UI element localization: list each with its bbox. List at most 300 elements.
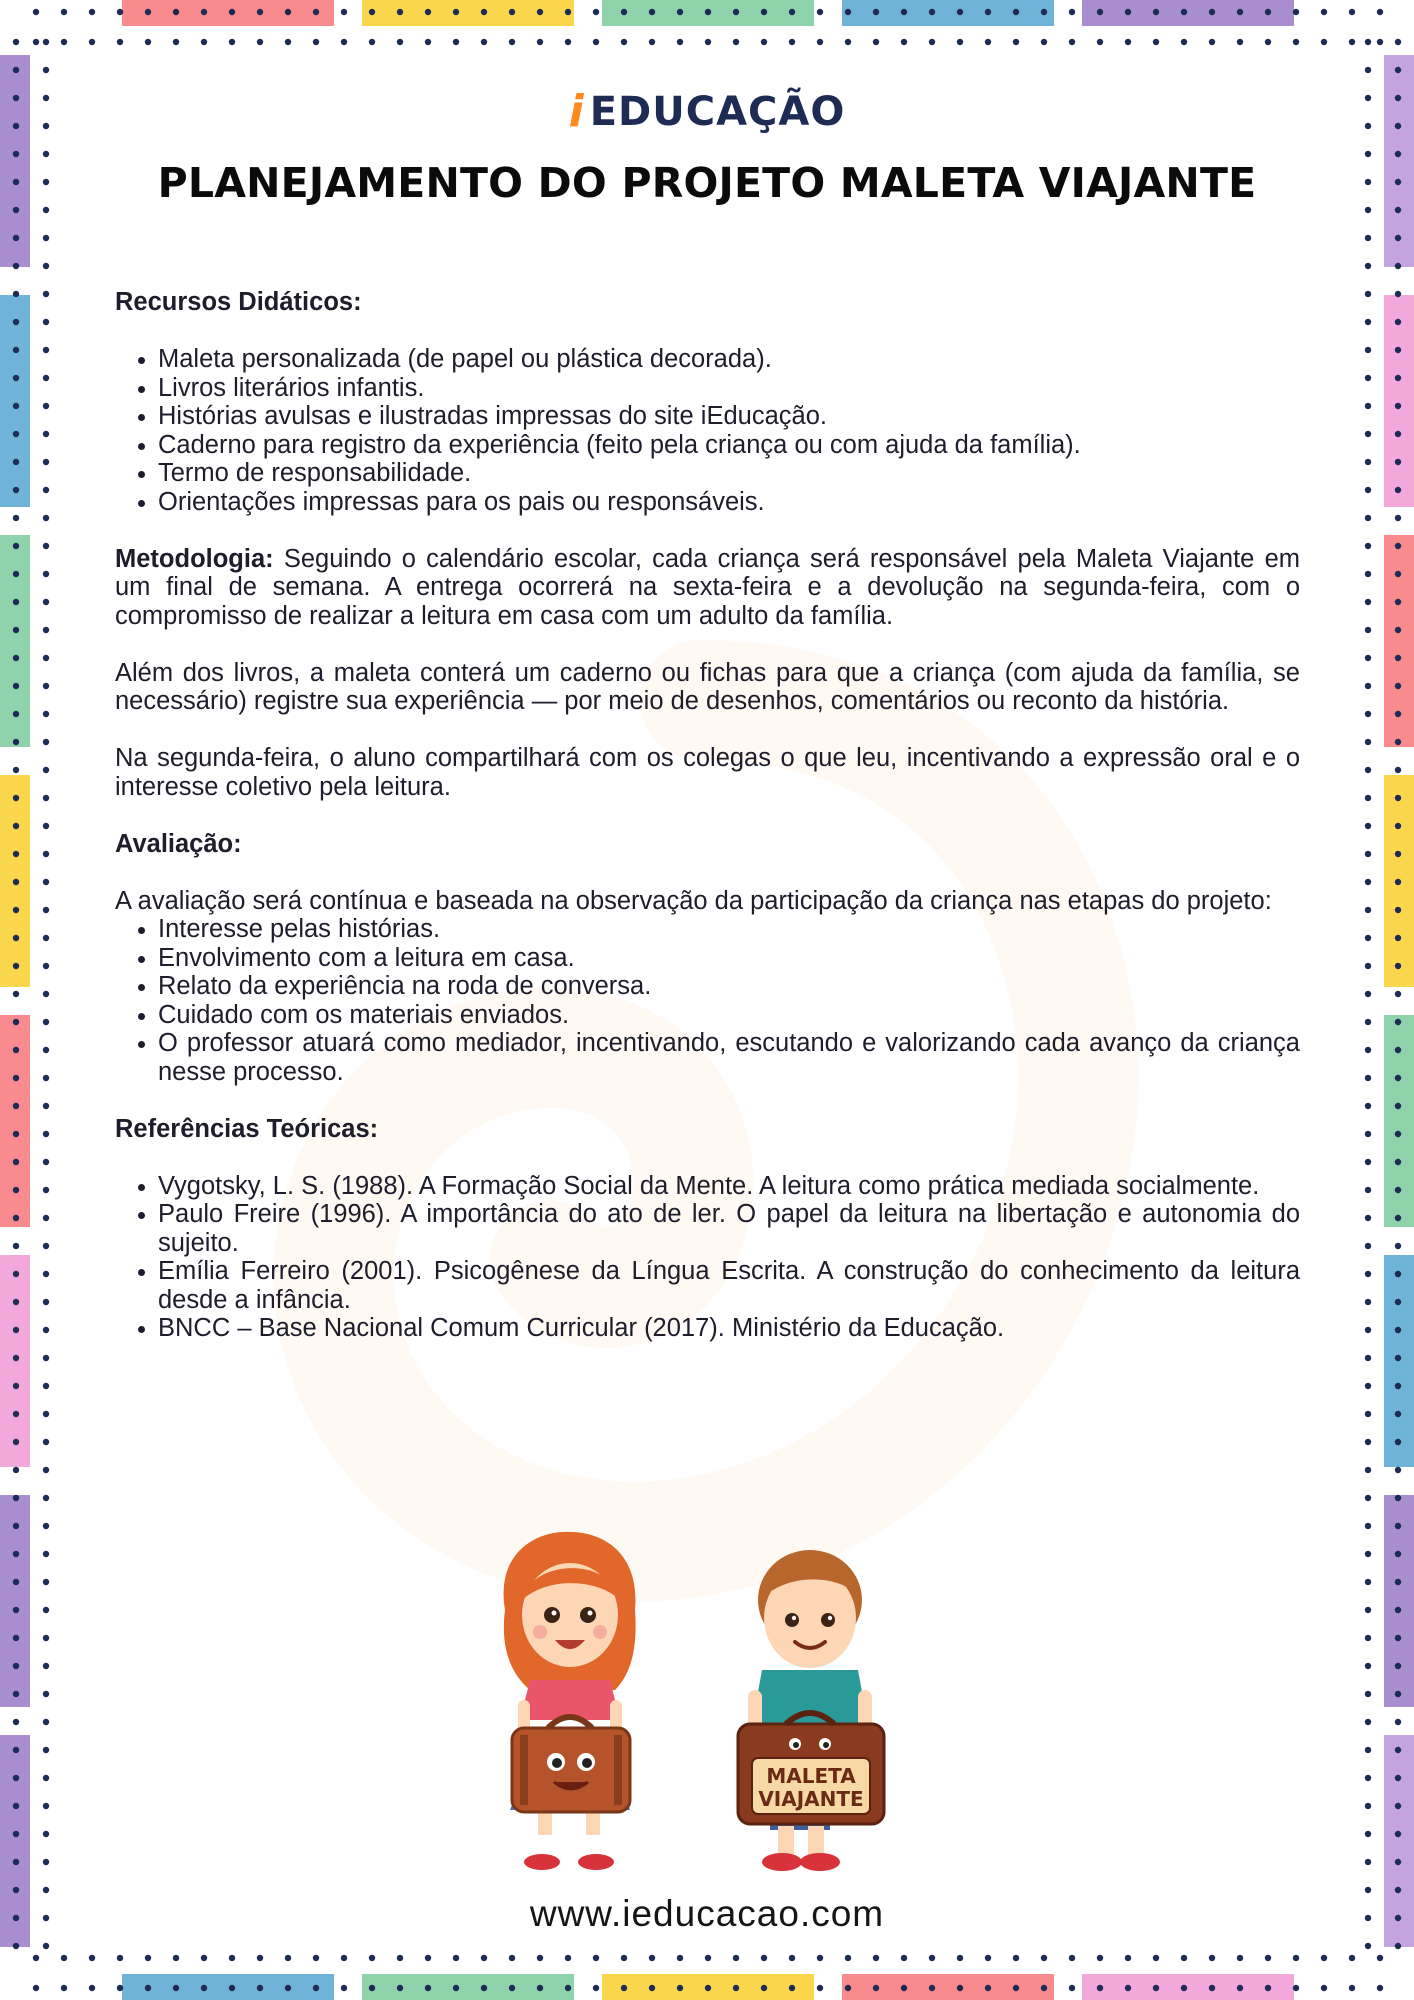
border-dot [313,1985,319,1991]
border-dot [1395,39,1401,45]
border-dot [43,1355,49,1361]
border-dot [1395,767,1401,773]
border-dot [43,571,49,577]
border-dot [1041,1955,1047,1961]
border-dot [789,39,795,45]
metodologia-paragraph-3: Na segunda-feira, o aluno compartilhará com os colegas o que leu, incentivando a expressão oral e o interesse coletivo pela leitura. [115,744,1300,801]
border-dot [1395,207,1401,213]
border-dot [1293,1955,1299,1961]
avaliacao-heading: Avaliação: [115,829,242,858]
border-dot [1377,39,1383,45]
border-dot [789,9,795,15]
border-dot [1237,39,1243,45]
border-dot [1395,1663,1401,1669]
border-dot [43,991,49,997]
border-dot [43,711,49,717]
border-dot [397,1955,403,1961]
brand-logo [569,86,846,137]
border-dot [43,1831,49,1837]
border-dot [1153,1985,1159,1991]
border-dot [13,1579,19,1585]
border-dot [43,907,49,913]
border-dot [33,1955,39,1961]
page-header [0,86,1414,207]
border-dot [13,263,19,269]
border-dot [1293,1985,1299,1991]
border-dot [13,375,19,381]
border-dot [43,543,49,549]
border-dot [1395,459,1401,465]
border-tab [362,0,574,26]
border-dot [1395,319,1401,325]
border-dot [1125,9,1131,15]
border-dot [1365,1635,1371,1641]
border-tab [842,0,1054,26]
border-dot [1365,543,1371,549]
border-dot [313,1955,319,1961]
border-dot [705,1955,711,1961]
border-dot [1365,1495,1371,1501]
border-dot [817,39,823,45]
border-dot [1395,1159,1401,1165]
border-dot [985,9,991,15]
border-dot [481,1955,487,1961]
border-dot [13,319,19,325]
document-body [115,288,1300,1343]
border-dot [845,9,851,15]
border-dot [1349,39,1355,45]
border-dot [1365,1803,1371,1809]
border-dot [1097,1955,1103,1961]
suitcase-label-line1: MALETA [766,1764,856,1788]
border-dot [1395,263,1401,269]
border-dot [43,1775,49,1781]
boy-figure [738,1550,884,1871]
border-dot [453,1985,459,1991]
border-dot [1365,767,1371,773]
border-dot [957,9,963,15]
border-dot [1395,851,1401,857]
border-dot [1395,1327,1401,1333]
border-dot [341,1985,347,1991]
border-dot [1395,1523,1401,1529]
border-dot [13,1075,19,1081]
border-dot [43,1495,49,1501]
border-dot [1395,1635,1401,1641]
border-tab [0,1495,30,1707]
list-item: • Paulo Freire (1996). A importância do ato de ler. O papel da leitura na libertação e autonomia do sujeito. [158,1200,1300,1257]
border-dot [43,1411,49,1417]
border-dot [985,1985,991,1991]
border-dot [397,9,403,15]
border-dot [593,1955,599,1961]
border-dot [1069,9,1075,15]
border-dot [1365,1719,1371,1725]
border-dot [43,823,49,829]
border-dot [13,907,19,913]
border-dot [733,1985,739,1991]
border-dot [43,879,49,885]
border-dot [593,1985,599,1991]
border-dot [929,39,935,45]
border-dot [1365,1215,1371,1221]
border-dot [13,767,19,773]
border-tab [1082,0,1294,26]
border-dot [13,1019,19,1025]
border-dot [1365,375,1371,381]
border-dot [1395,711,1401,717]
recursos-heading: Recursos Didáticos: [115,288,362,316]
border-dot [481,1985,487,1991]
border-dot [1395,795,1401,801]
list-item: • Livros literários infantis. [158,374,1300,403]
border-dot [817,1985,823,1991]
border-dot [425,9,431,15]
border-dot [1365,1271,1371,1277]
border-dot [43,1859,49,1865]
border-dot [1069,1985,1075,1991]
border-dot [845,1955,851,1961]
border-dot [1265,39,1271,45]
border-dot [1097,9,1103,15]
border-dot [13,1831,19,1837]
border-dot [537,1955,543,1961]
border-dot [901,39,907,45]
border-dot [13,1159,19,1165]
border-dot [13,1607,19,1613]
border-dot [1395,403,1401,409]
border-dot [229,1985,235,1991]
border-dot [13,1691,19,1697]
border-dot [43,291,49,297]
border-dot [1365,1383,1371,1389]
border-dot [43,851,49,857]
border-dot [1395,1607,1401,1613]
border-dot [13,67,19,73]
brand-logo-text: EDUCAÇÃO [589,88,846,135]
border-dot [1395,879,1401,885]
border-dot [13,1187,19,1193]
border-dot [43,1019,49,1025]
border-dot [13,739,19,745]
border-dot [1209,9,1215,15]
border-dot [1395,963,1401,969]
border-dot [229,9,235,15]
border-dot [201,9,207,15]
border-dot [1125,1985,1131,1991]
border-dot [43,1523,49,1529]
border-dot [13,1215,19,1221]
border-dot [13,1327,19,1333]
border-dot [43,431,49,437]
border-dot [957,1955,963,1961]
border-tab [0,295,30,507]
border-dot [1377,1955,1383,1961]
border-dot [649,39,655,45]
border-dot [397,39,403,45]
border-dot [89,1955,95,1961]
border-dot [13,1383,19,1389]
list-item: • Envolvimento com a leitura em casa. [158,944,1300,973]
border-dot [369,9,375,15]
border-dot [565,1955,571,1961]
border-dot [43,1103,49,1109]
border-dot [1395,571,1401,577]
border-dot [565,9,571,15]
border-dot [61,39,67,45]
border-dot [1349,9,1355,15]
border-dot [1365,1831,1371,1837]
border-dot [13,347,19,353]
border-dot [1153,1955,1159,1961]
border-dot [43,375,49,381]
border-dot [509,9,515,15]
border-dot [677,1985,683,1991]
border-dot [1365,991,1371,997]
border-dot [1365,963,1371,969]
border-dot [1181,1955,1187,1961]
border-dot [43,263,49,269]
border-dot [61,1985,67,1991]
border-dot [761,39,767,45]
border-dot [1293,39,1299,45]
border-dot [43,1943,49,1949]
border-dot [43,207,49,213]
border-tab [602,1974,814,2000]
border-dot [13,1131,19,1137]
border-dot [1395,991,1401,997]
page-title: PLANEJAMENTO DO PROJETO MALETA VIAJANTE [157,159,1257,207]
border-dot [257,9,263,15]
border-dot [1395,627,1401,633]
border-dot [565,39,571,45]
list-item: • O professor atuará como mediador, incentivando, escutando e valorizando cada avanço da criança nesse processo. [158,1029,1300,1086]
border-dot [43,67,49,73]
border-dot [1395,1411,1401,1417]
border-dot [1395,1831,1401,1837]
border-dot [229,39,235,45]
border-dot [1395,1719,1401,1725]
border-dot [1265,1985,1271,1991]
border-dot [43,459,49,465]
border-tab [1384,775,1414,987]
referencias-list [115,1172,1300,1343]
border-tab [0,535,30,747]
list-item: • Histórias avulsas e ilustradas impressas do site iEducação. [158,402,1300,431]
border-dot [957,39,963,45]
border-dot [957,1985,963,1991]
border-dot [1365,1075,1371,1081]
border-dot [1365,795,1371,801]
border-dot [117,9,123,15]
list-item: • Relato da experiência na roda de conversa. [158,972,1300,1001]
border-dot [1365,263,1371,269]
border-dot [425,1955,431,1961]
border-dot [397,1985,403,1991]
border-dot [43,39,49,45]
border-dot [1237,9,1243,15]
border-dot [649,1985,655,1991]
border-dot [1365,39,1371,45]
border-dot [649,1955,655,1961]
border-dot [1365,487,1371,493]
border-dot [43,487,49,493]
border-dot [1321,9,1327,15]
border-dot [1237,1955,1243,1961]
border-dot [789,1985,795,1991]
border-dot [201,39,207,45]
border-dot [43,1579,49,1585]
border-dot [13,1663,19,1669]
border-dot [1097,39,1103,45]
border-dot [1181,39,1187,45]
border-dot [13,291,19,297]
border-dot [1041,9,1047,15]
border-dot [677,39,683,45]
border-dot [43,1635,49,1641]
border-dot [1365,879,1371,885]
border-dot [1395,1243,1401,1249]
metodologia-paragraph [115,545,1300,631]
border-dot [1395,1355,1401,1361]
border-dot [13,851,19,857]
recursos-list [115,345,1300,516]
border-dot [1377,9,1383,15]
border-dot [509,1985,515,1991]
border-dot [43,599,49,605]
border-dot [1365,1327,1371,1333]
border-dot [61,1955,67,1961]
border-dot [13,1103,19,1109]
border-dot [1365,235,1371,241]
border-dot [43,1439,49,1445]
border-dot [1395,739,1401,745]
border-dot [873,1985,879,1991]
border-dot [43,515,49,521]
border-dot [13,207,19,213]
border-dot [285,1955,291,1961]
border-dot [1395,543,1401,549]
border-dot [1395,655,1401,661]
border-dot [1209,1955,1215,1961]
border-dot [13,1047,19,1053]
border-dot [117,1955,123,1961]
border-dot [761,1985,767,1991]
border-dot [43,1803,49,1809]
border-dot [13,683,19,689]
border-dot [761,1955,767,1961]
border-dot [1013,1985,1019,1991]
border-dot [43,1607,49,1613]
border-dot [145,9,151,15]
border-dot [43,403,49,409]
border-dot [1365,459,1371,465]
border-dot [1365,431,1371,437]
border-dot [43,1075,49,1081]
border-dot [1365,1019,1371,1025]
border-dot [43,1551,49,1557]
border-dot [43,739,49,745]
list-item: • Termo de responsabilidade. [158,459,1300,488]
border-dot [341,9,347,15]
metodologia-text: Seguindo o calendário escolar, cada criança será responsável pela Maleta Viajante em um final de semana. A entrega ocorrerá na sexta-feira e a devolução na segunda-feira, com o compromisso de realizar a leitura em casa com um adulto da família. [115,544,1300,630]
border-dot [13,431,19,437]
border-dot [1349,1985,1355,1991]
border-dot [13,991,19,997]
border-dot [1365,1467,1371,1473]
border-dot [13,515,19,521]
border-dot [1125,39,1131,45]
border-dot [929,1985,935,1991]
border-dot [1365,571,1371,577]
list-item: • Orientações impressas para os pais ou responsáveis. [158,488,1300,517]
border-dot [1365,67,1371,73]
border-dot [13,655,19,661]
border-dot [43,1299,49,1305]
border-dot [509,1955,515,1961]
border-dot [1321,1985,1327,1991]
border-dot [145,39,151,45]
border-dot [1321,39,1327,45]
border-dot [13,823,19,829]
border-dot [33,1985,39,1991]
border-dot [1365,403,1371,409]
border-dot [733,9,739,15]
border-dot [1365,1243,1371,1249]
border-dot [1395,935,1401,941]
border-dot [537,39,543,45]
border-dot [1265,9,1271,15]
border-dot [43,235,49,241]
border-dot [1365,1607,1371,1613]
border-dot [985,1955,991,1961]
border-tab [0,1255,30,1467]
border-dot [13,235,19,241]
border-dot [1013,9,1019,15]
border-dot [257,39,263,45]
border-dot [145,1985,151,1991]
border-dot [1395,1467,1401,1473]
border-dot [13,1859,19,1865]
border-dot [901,1985,907,1991]
border-dot [1365,1691,1371,1697]
border-dot [43,963,49,969]
border-dot [229,1955,235,1961]
border-dot [901,1955,907,1961]
border-dot [593,9,599,15]
border-dot [89,9,95,15]
avaliacao-intro: A avaliação será contínua e baseada na observação da participação da criança nas etapas do projeto: [115,886,1272,915]
border-dot [1395,1299,1401,1305]
border-dot [13,1719,19,1725]
border-dot [13,1271,19,1277]
border-dot [13,1803,19,1809]
border-dot [929,1955,935,1961]
border-dot [425,39,431,45]
footer-url[interactable]: www.ieducacao.com [529,1893,885,1934]
border-dot [13,543,19,549]
border-dot [173,9,179,15]
border-dot [13,459,19,465]
border-dot [13,1243,19,1249]
border-dot [43,1691,49,1697]
border-dot [43,767,49,773]
border-dot [43,347,49,353]
border-dot [1365,1579,1371,1585]
border-dot [1365,655,1371,661]
border-dot [13,1299,19,1305]
border-dot [43,1719,49,1725]
